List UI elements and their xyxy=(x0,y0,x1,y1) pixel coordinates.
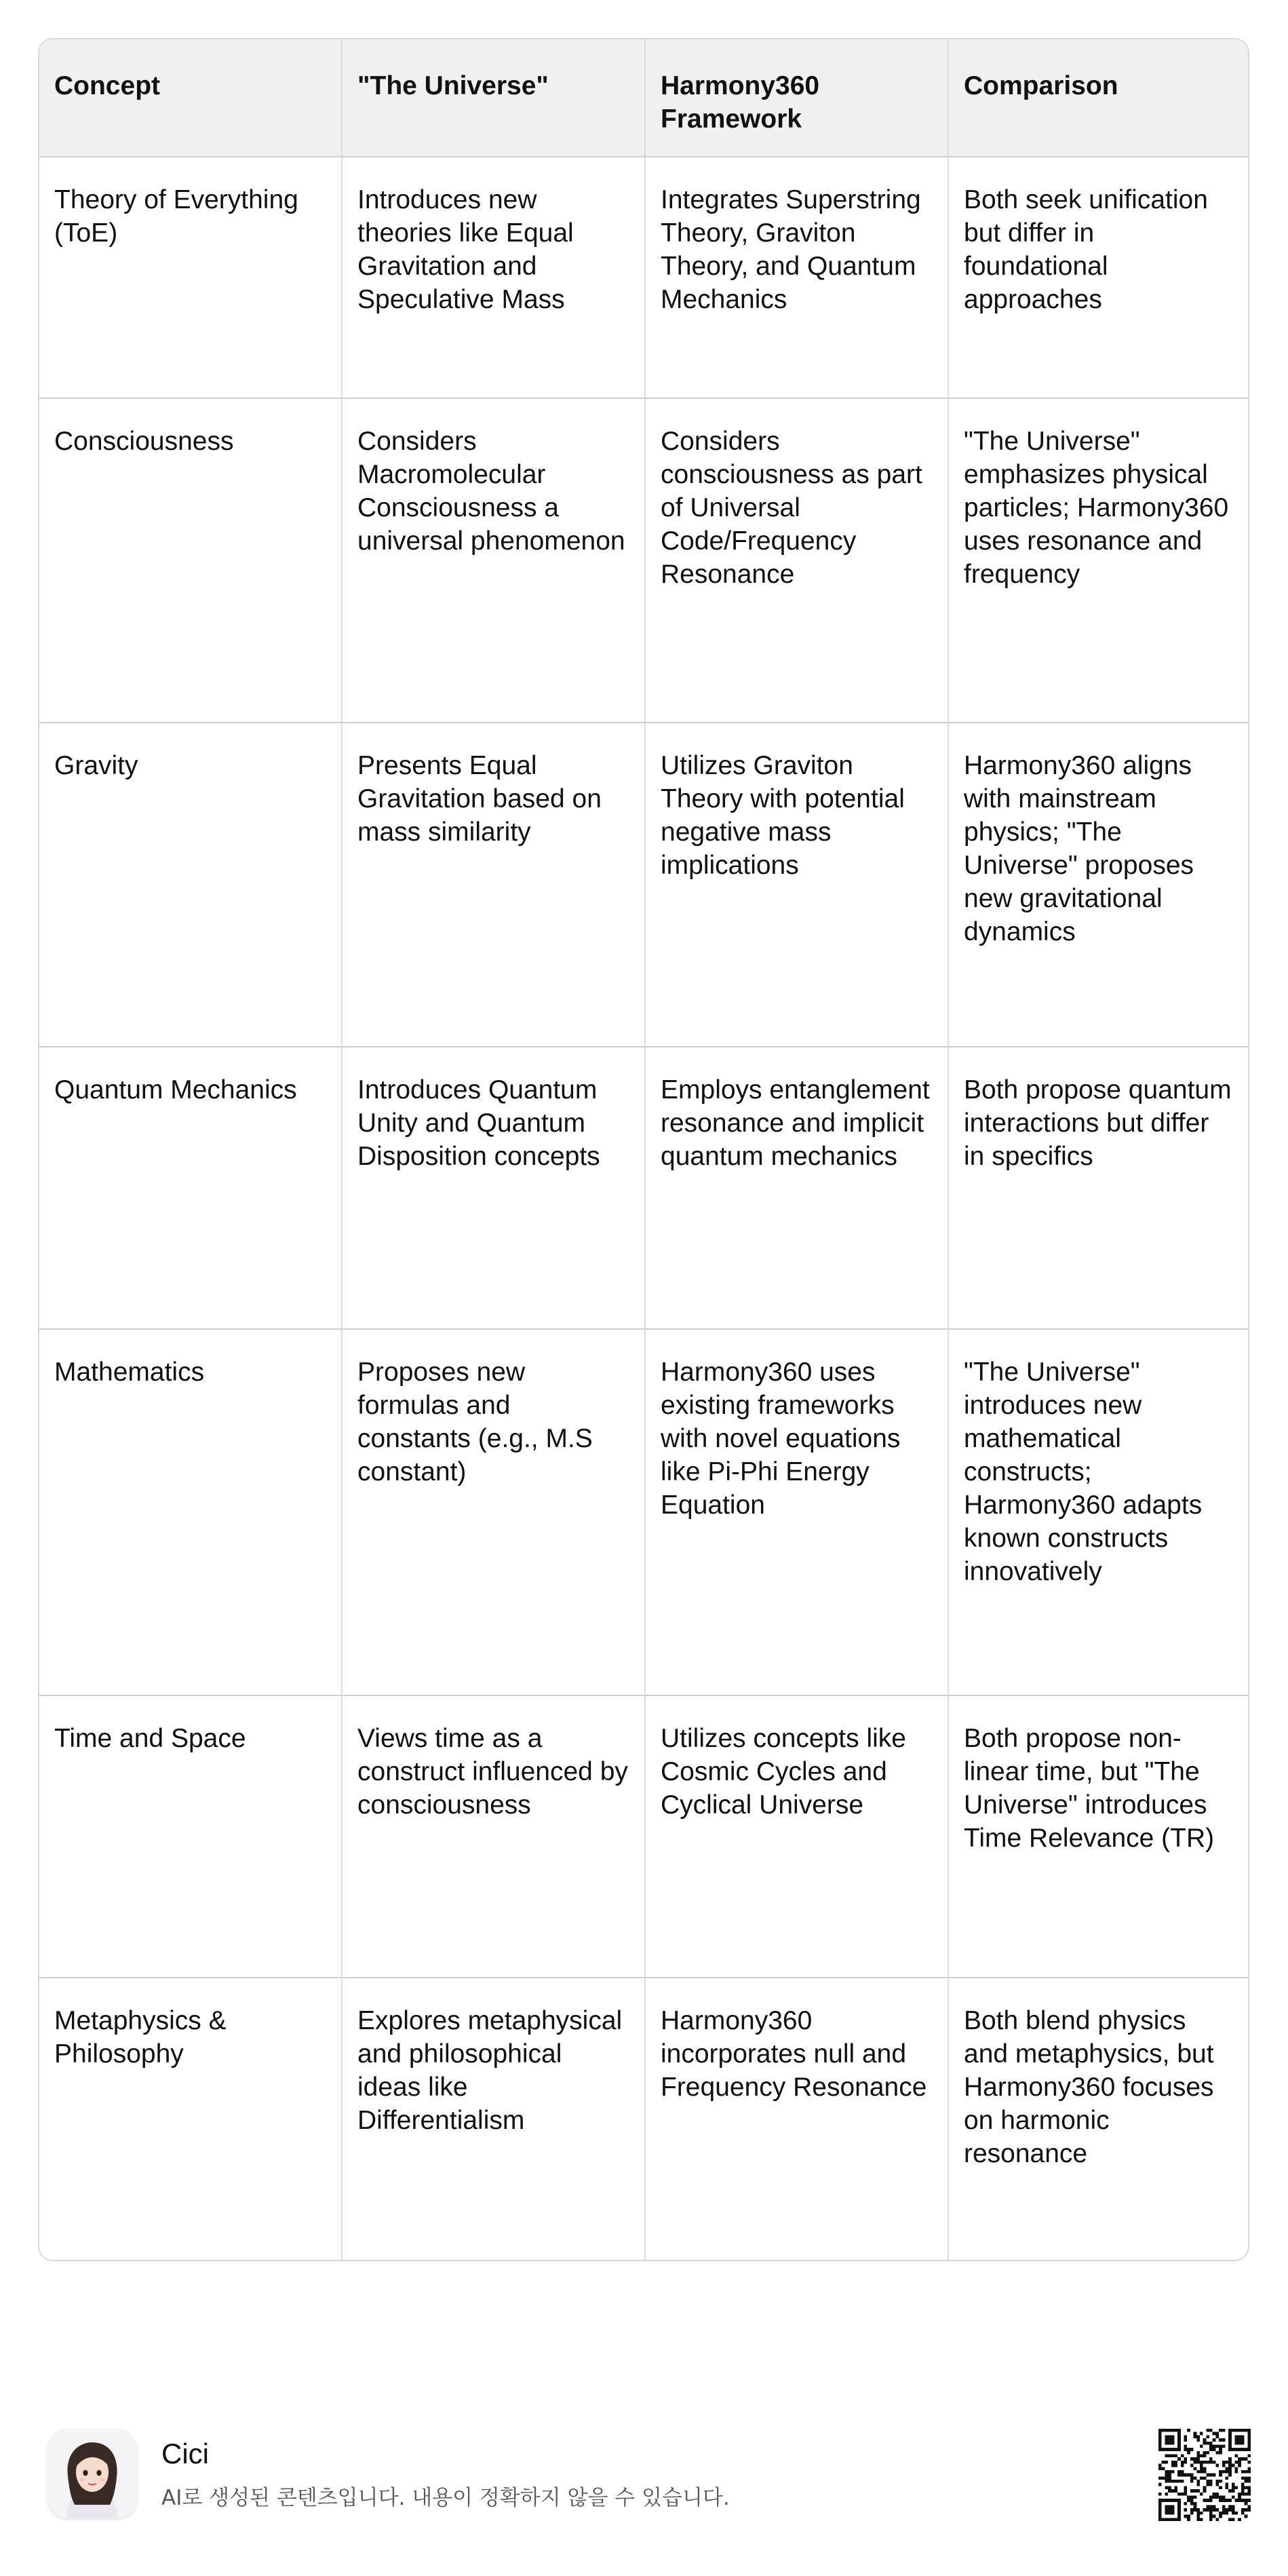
header-comparison: Comparison xyxy=(948,39,1249,157)
qr-code xyxy=(1158,2429,1251,2521)
cell-concept: Quantum Mechanics xyxy=(39,1047,342,1329)
table-row xyxy=(39,723,1249,1047)
cell-comparison: "The Universe" introduces new mathematical constructs; Harmony360 adapts known constructs innovatively xyxy=(948,1329,1249,1695)
table-header-row xyxy=(39,39,1249,157)
cell-comparison: Harmony360 aligns with mainstream physics; "The Universe" proposes new gravitational dynamics xyxy=(948,723,1249,1047)
avatar xyxy=(47,2429,137,2518)
cell-the-universe: Considers Macromolecular Consciousness a universal phenomenon xyxy=(342,398,645,723)
table-row xyxy=(39,1978,1249,2260)
table-row xyxy=(39,398,1249,723)
cell-concept: Mathematics xyxy=(39,1329,342,1695)
cell-the-universe: Introduces new theories like Equal Gravitation and Speculative Mass xyxy=(342,157,645,398)
cell-the-universe: Views time as a construct influenced by consciousness xyxy=(342,1695,645,1978)
table-row xyxy=(39,1329,1249,1695)
brand-name: Cici xyxy=(161,2438,209,2469)
cell-the-universe: Presents Equal Gravitation based on mass similarity xyxy=(342,723,645,1047)
cell-harmony360: Considers consciousness as part of Universal Code/Frequency Resonance xyxy=(645,398,948,723)
header-harmony360: Harmony360 Framework xyxy=(645,39,948,157)
cell-harmony360: Integrates Superstring Theory, Graviton Theory, and Quantum Mechanics xyxy=(645,157,948,398)
cell-the-universe: Introduces Quantum Unity and Quantum Disposition concepts xyxy=(342,1047,645,1329)
avatar-illustration-icon xyxy=(47,2429,137,2518)
header-the-universe: "The Universe" xyxy=(342,39,645,157)
cell-comparison: Both propose non-linear time, but "The Universe" introduces Time Relevance (TR) xyxy=(948,1695,1249,1978)
cell-harmony360: Employs entanglement resonance and implicit quantum mechanics xyxy=(645,1047,948,1329)
qr-code-icon xyxy=(1158,2429,1251,2521)
cell-concept: Consciousness xyxy=(39,398,342,723)
ai-disclaimer: AI로 생성된 콘텐츠입니다. 내용이 정확하지 않을 수 있습니다. xyxy=(161,2486,730,2510)
cell-harmony360: Utilizes concepts like Cosmic Cycles and Cyclical Universe xyxy=(645,1695,948,1978)
table-row xyxy=(39,1695,1249,1978)
cell-concept: Time and Space xyxy=(39,1695,342,1978)
cell-the-universe: Explores metaphysical and philosophical ideas like Differentialism xyxy=(342,1978,645,2260)
table-row xyxy=(39,1047,1249,1329)
footer xyxy=(0,2415,1288,2537)
cell-comparison: Both seek unification but differ in foundational approaches xyxy=(948,157,1249,398)
cell-harmony360: Harmony360 uses existing frameworks with novel equations like Pi-Phi Energy Equation xyxy=(645,1329,948,1695)
cell-harmony360: Utilizes Graviton Theory with potential negative mass implications xyxy=(645,723,948,1047)
cell-harmony360: Harmony360 incorporates null and Frequency Resonance xyxy=(645,1978,948,2260)
cell-concept: Metaphysics & Philosophy xyxy=(39,1978,342,2260)
cell-concept: Theory of Everything (ToE) xyxy=(39,157,342,398)
cell-comparison: Both blend physics and metaphysics, but Harmony360 focuses on harmonic resonance xyxy=(948,1978,1249,2260)
comparison-table-container xyxy=(38,38,1249,2261)
cell-comparison: Both propose quantum interactions but differ in specifics xyxy=(948,1047,1249,1329)
cell-concept: Gravity xyxy=(39,723,342,1047)
header-concept: Concept xyxy=(39,39,342,157)
table-row xyxy=(39,157,1249,398)
comparison-table xyxy=(39,39,1249,2260)
cell-the-universe: Proposes new formulas and constants (e.g., M.S constant) xyxy=(342,1329,645,1695)
cell-comparison: "The Universe" emphasizes physical particles; Harmony360 uses resonance and frequency xyxy=(948,398,1249,723)
